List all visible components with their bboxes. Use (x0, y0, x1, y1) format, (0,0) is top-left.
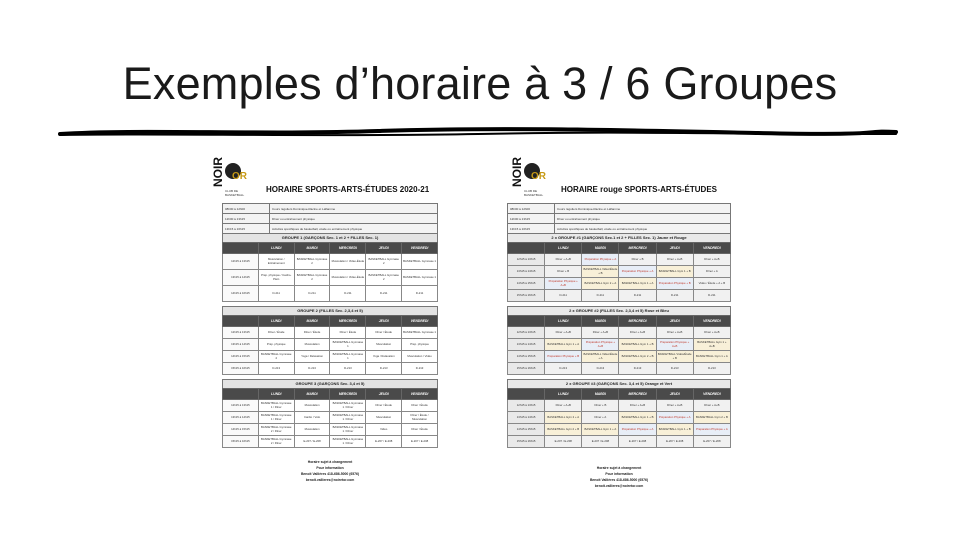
schedule-cell: BASKETBALL Vidéo/Étude + B (582, 266, 619, 278)
schedule-cell: BASKETBALL Gymnase 2 (258, 351, 294, 363)
schedule-cell: Vidéo / Étude + A + B (693, 278, 730, 290)
schedule-cell: E-207 / E-208 (619, 436, 656, 448)
day-header-row (508, 389, 731, 400)
time-header (223, 316, 259, 327)
schedule-cell: Préparation Physique + A (619, 424, 656, 436)
schedule-row (508, 278, 731, 290)
day-header: VENDREDI (693, 316, 730, 327)
schedule-document-right (505, 155, 736, 505)
schedule-cell: Dîner + A+B (545, 327, 582, 339)
info-row (508, 204, 731, 214)
title-underline (58, 126, 898, 140)
day-header: MARDI (582, 316, 619, 327)
info-desc: Cours réguliers Dominique-Racine et Laflamme (555, 204, 731, 214)
schedule-cell: BASKETBALL Gym 1 + B (619, 412, 656, 424)
schedule-cell: Prép. physique (258, 339, 294, 351)
footer-line: Benoit Vallières 418-686-5000 (6576) (300, 472, 360, 476)
info-table (222, 203, 438, 234)
info-row (508, 214, 731, 224)
schedule-cell: Dîner + A+B (582, 327, 619, 339)
schedule-row (223, 436, 438, 448)
day-header: MERCREDI (619, 316, 656, 327)
schedule-cell: BASKETBALL Gymnase 1 / Dîner (258, 400, 294, 412)
group-title: GROUPE 2 (FILLES Sec. 2,3,4 et 5) (222, 306, 438, 315)
schedule-row (223, 412, 438, 424)
day-header: MARDI (294, 389, 330, 400)
schedule-cell: BASKETBALL Gym 2 + B (619, 351, 656, 363)
schedule-cell: Dîner + A+B (693, 254, 730, 266)
schedule-cell: E-207 / E-208 (582, 436, 619, 448)
group-title: GROUPE 1 (GARÇONS Sec. 1 et 2 + FILLES Sec. 1) (222, 233, 438, 242)
schedule-cell: BASKETBALL Gymnase 1 / Dîner (330, 400, 366, 412)
schedule-row (508, 339, 731, 351)
document-title: HORAIRE SPORTS-ARTS-ÉTUDES 2020-21 (266, 185, 430, 194)
schedule-row (223, 339, 438, 351)
schedule-cell: Dîner + A+B (693, 327, 730, 339)
footer-line: Benoit Vallières 418-686-5000 (6576) (589, 478, 649, 482)
schedule-row (508, 254, 731, 266)
day-header: MERCREDI (330, 243, 366, 254)
time-cell: 13h15 à 14h15 (223, 270, 259, 286)
schedule-cell: Dîner / Étude (366, 327, 402, 339)
schedule-cell: BASKETBALL Gymnase 2 (366, 254, 402, 270)
info-row (223, 204, 438, 214)
day-header: JEUDI (366, 389, 402, 400)
schedule-cell: D-213 (656, 363, 693, 375)
time-cell: 15h15 à 16h15 (223, 363, 259, 375)
day-header: JEUDI (366, 316, 402, 327)
schedule-row (223, 270, 438, 286)
schedule-document-left (206, 155, 450, 500)
time-cell: 14h15 à 15h15 (508, 278, 545, 290)
day-header-row (223, 243, 438, 254)
group-title: 2 x GROUPE #3 (GARÇONS Sec. 3,4 et 5) Orange et Vert (507, 379, 731, 388)
schedule-cell: Dîner / Étude (402, 400, 438, 412)
schedule-cell: Dîner / Étude (330, 327, 366, 339)
schedule-cell: BASKETBALL Gym 1 + B (656, 266, 693, 278)
schedule-cell: Musculation / Vidéo (402, 351, 438, 363)
day-header: MERCREDI (619, 389, 656, 400)
group-table (507, 388, 731, 448)
time-cell: 13h15 à 14h15 (223, 412, 259, 424)
schedule-cell: Dîner + B (545, 266, 582, 278)
schedule-cell: D-213 (402, 363, 438, 375)
group-title: 2 x GROUPE #1 (GARÇONS Sec.1 et 2 + FILLES Sec. 1) Jaune et Rouge (507, 233, 731, 242)
schedule-cell: Préparation Physique + B (545, 351, 582, 363)
schedule-cell: D-211 (693, 290, 730, 302)
time-cell: 12h15 à 13h15 (223, 400, 259, 412)
schedule-cell: Dîner + B (582, 400, 619, 412)
schedule-cell: BASKETBALL Gymnase 1 / Dîner (330, 412, 366, 424)
schedule-row (508, 290, 731, 302)
time-cell: 15h15 à 16h15 (508, 436, 545, 448)
schedule-cell: E-207 / E-208 (545, 436, 582, 448)
schedule-row (223, 327, 438, 339)
time-cell: 13h15 à 14h15 (508, 412, 545, 424)
info-row (508, 224, 731, 234)
schedule-cell: BASKETBALL Gym 1 + B (619, 339, 656, 351)
schedule-row (508, 436, 731, 448)
info-time: 08h00 à 12h00 (223, 204, 270, 214)
time-cell: 13h15 à 14h15 (508, 266, 545, 278)
footer-line: Pour information (316, 466, 344, 470)
group-title: 2 x GROUPE #2 (FILLES Sec. 2,3,4 et 5) Rose et Bleu (507, 306, 731, 315)
schedule-row (223, 351, 438, 363)
schedule-cell: BASKETBALL Gymnase 1 (402, 327, 438, 339)
day-header: JEUDI (656, 243, 693, 254)
schedule-cell: E-207 / E-208 (656, 436, 693, 448)
logo-text: NOIR (211, 157, 225, 187)
noir-et-or-logo (212, 157, 250, 201)
logo-accent: OR (531, 171, 546, 182)
time-header (508, 243, 545, 254)
schedule-cell: BASKETBALL Gymnase 1 / Dîner (330, 424, 366, 436)
day-header: MERCREDI (330, 316, 366, 327)
schedule-cell: Musculation (294, 339, 330, 351)
day-header: MARDI (294, 316, 330, 327)
schedule-cell: Dîner / Étude (366, 400, 402, 412)
document-footer (507, 465, 731, 489)
schedule-cell: D-213 (258, 363, 294, 375)
time-cell: 14h15 à 15h15 (508, 424, 545, 436)
schedule-cell: Prép. physique (402, 339, 438, 351)
schedule-cell: Prép. physique / Cardio-Plein (258, 270, 294, 286)
time-cell: 15h15 à 16h15 (508, 363, 545, 375)
schedule-cell: Musculation (366, 412, 402, 424)
schedule-cell: BASKETBALL Gymnase 2 (294, 254, 330, 270)
schedule-row (223, 254, 438, 270)
time-cell: 12h15 à 13h15 (508, 327, 545, 339)
schedule-cell: Préparation Physique + A (619, 266, 656, 278)
schedule-row (508, 327, 731, 339)
schedule-cell: Dîner + A+B (545, 254, 582, 266)
schedule-cell: Dîner + A+B (545, 400, 582, 412)
schedule-cell: Préparation Physique + A (693, 424, 730, 436)
info-desc: Dîner ou entraînement physique (270, 214, 438, 224)
schedule-cell: BASKETBALL Gymnase 1 (330, 339, 366, 351)
info-time: 13h15 à 16h15 (508, 224, 555, 234)
time-cell: 14h15 à 15h15 (508, 351, 545, 363)
day-header: LUNDI (258, 243, 294, 254)
info-desc: Dîner ou entraînement physique (555, 214, 731, 224)
group-table (507, 242, 731, 302)
group-table (507, 315, 731, 375)
day-header: MERCREDI (619, 243, 656, 254)
info-time: 12h00 à 13h15 (508, 214, 555, 224)
schedule-cell: D-211 (656, 290, 693, 302)
schedule-cell: Dîner + A+B (619, 400, 656, 412)
schedule-cell: Dîner + A (693, 266, 730, 278)
schedule-cell: D-211 (258, 286, 294, 302)
info-desc: Cours réguliers Dominique-Racine et Laflamme (270, 204, 438, 214)
day-header-row (508, 243, 731, 254)
logo-text: NOIR (510, 157, 524, 187)
day-header: JEUDI (656, 316, 693, 327)
schedule-cell: BASKETBALL Gymnase 1 / Dîner (258, 412, 294, 424)
schedule-cell: D-211 (582, 290, 619, 302)
schedule-cell: BASKETBALL Gym 1 + A+B (693, 339, 730, 351)
schedule-cell: D-213 (619, 363, 656, 375)
schedule-cell: BASKETBALL Gymnase 1 (330, 351, 366, 363)
schedule-cell: BASKETBALL Gym 2 + B (545, 424, 582, 436)
logo-club: CLUB DE BASKETBALL (524, 189, 544, 197)
schedule-cell: Dîner / Étude (258, 327, 294, 339)
day-header: JEUDI (366, 243, 402, 254)
schedule-cell: Musculation (366, 339, 402, 351)
schedule-cell: BASKETBALL Gymnase 2 (294, 270, 330, 286)
schedule-cell: Dîner + A+B (656, 400, 693, 412)
schedule-cell: D-213 (693, 363, 730, 375)
schedule-row (508, 412, 731, 424)
schedule-cell: D-211 (330, 286, 366, 302)
time-header (223, 389, 259, 400)
schedule-cell: Yoga / Relaxation (294, 351, 330, 363)
info-time: 13h15 à 16h15 (223, 224, 270, 234)
time-cell: 15h15 à 16h15 (223, 436, 259, 448)
footer-line: Horaire sujet à changement (307, 460, 353, 464)
time-cell: 12h15 à 13h15 (508, 254, 545, 266)
schedule-cell: Dîner + A+B (656, 327, 693, 339)
schedule-cell: BASKETBALL Gymnase 2 / Dîner (258, 424, 294, 436)
group-schedules (222, 233, 438, 452)
schedule-cell: E-207 / E-208 (294, 436, 330, 448)
info-desc: Activités spécifiques de basketball, étude ou entraînement physique (555, 224, 731, 234)
schedule-row (223, 424, 438, 436)
schedule-cell: E-207 / E-208 (366, 436, 402, 448)
info-row (223, 224, 438, 234)
day-header-row (508, 316, 731, 327)
time-cell: 12h15 à 13h15 (508, 400, 545, 412)
time-cell: 12h15 à 13h15 (223, 254, 259, 270)
time-cell: 13h15 à 14h15 (508, 339, 545, 351)
day-header: VENDREDI (402, 243, 438, 254)
schedule-cell: BASKETBALL Vidéo/Étude + A (582, 351, 619, 363)
schedule-cell: Musculation (294, 424, 330, 436)
day-header: LUNDI (545, 243, 582, 254)
day-header-row (223, 316, 438, 327)
schedule-cell: Musculation (294, 400, 330, 412)
schedule-cell: BASKETBALL Gymnase 2 (366, 270, 402, 286)
noir-et-or-logo (511, 157, 549, 201)
schedule-cell: Musculation / Entraînement (258, 254, 294, 270)
schedule-cell: Musculation / Vidéo-Étude (330, 270, 366, 286)
day-header: VENDREDI (402, 389, 438, 400)
footer-line: benoit.vallieres@noiretor.com (305, 478, 355, 482)
schedule-row (508, 424, 731, 436)
schedule-cell: Préparation Physique + B (656, 278, 693, 290)
day-header-row (223, 389, 438, 400)
schedule-cell: Préparation Physique + A (656, 412, 693, 424)
schedule-row (223, 400, 438, 412)
schedule-cell: BASKETBALL Vidéo/Étude + B (656, 351, 693, 363)
day-header: VENDREDI (402, 316, 438, 327)
schedule-cell: Dîner + A+B (656, 254, 693, 266)
schedule-cell: BASKETBALL Gym 1 + A (545, 339, 582, 351)
schedule-cell: D-211 (619, 290, 656, 302)
schedule-cell: BASKETBALL Gym 1 + A (693, 351, 730, 363)
info-desc: Activités spécifiques de basketball, étude ou entraînement physique (270, 224, 438, 234)
schedule-cell: Dîner + A+B (619, 327, 656, 339)
schedule-cell: Dîner / Étude (294, 327, 330, 339)
group-title: GROUPE 3 (GARÇONS Sec. 3,4 et 5) (222, 379, 438, 388)
schedule-cell: BASKETBALL Gymnase 1 / Dîner (330, 436, 366, 448)
day-header: MARDI (582, 389, 619, 400)
time-header (508, 389, 545, 400)
day-header: JEUDI (656, 389, 693, 400)
day-header: MARDI (582, 243, 619, 254)
time-header (508, 316, 545, 327)
schedule-row (508, 351, 731, 363)
schedule-cell: BASKETBALL Gym 1 + A (619, 278, 656, 290)
schedule-cell: BASKETBALL Gymnase 1 (402, 254, 438, 270)
info-row (223, 214, 438, 224)
schedule-row (223, 363, 438, 375)
schedule-cell: Dîner / Étude (402, 424, 438, 436)
schedule-cell: BASKETBALL Gymnase 2 / Dîner (258, 436, 294, 448)
schedule-cell: Dîner + A+B (693, 400, 730, 412)
schedule-cell: BASKETBALL Gym 1 + B (656, 424, 693, 436)
time-cell: 13h15 à 14h15 (223, 339, 259, 351)
time-cell: 14h15 à 16h15 (223, 286, 259, 302)
time-cell: 12h15 à 13h15 (223, 327, 259, 339)
schedule-cell: Musculation / Vidéo-Étude (330, 254, 366, 270)
schedule-cell: BASKETBALL Gym 2 + B (693, 412, 730, 424)
schedule-cell: E-207 / E-208 (402, 436, 438, 448)
document-footer (222, 459, 438, 483)
group-table (222, 315, 438, 375)
schedule-row (223, 286, 438, 302)
info-time: 12h00 à 13h15 (223, 214, 270, 224)
day-header: LUNDI (545, 389, 582, 400)
day-header: LUNDI (258, 316, 294, 327)
time-cell: 15h15 à 16h15 (508, 290, 545, 302)
footer-line: Horaire sujet à changement (596, 466, 642, 470)
schedule-cell: BASKETBALL Gym 2 + A (545, 412, 582, 424)
schedule-cell: D-211 (294, 286, 330, 302)
schedule-cell: D-211 (402, 286, 438, 302)
footer-line: Pour information (605, 472, 633, 476)
group-table (222, 242, 438, 302)
schedule-cell: Préparation Physique + A+B (545, 278, 582, 290)
day-header: LUNDI (258, 389, 294, 400)
schedule-cell: D-213 (582, 363, 619, 375)
logo-club: CLUB DE BASKETBALL (225, 189, 245, 197)
time-header (223, 243, 259, 254)
schedule-row (508, 266, 731, 278)
schedule-row (508, 400, 731, 412)
schedule-cell: Dîner / Étude / Musculation (402, 412, 438, 424)
schedule-cell: BASKETBALL Gymnase 1 (402, 270, 438, 286)
schedule-cell: D-211 (545, 290, 582, 302)
schedule-cell: D-211 (366, 286, 402, 302)
slide-title: Exemples d’horaire à 3 / 6 Groupes (122, 58, 838, 109)
schedule-cell: D-213 (294, 363, 330, 375)
schedule-cell: BASKETBALL Gym 2 + A (582, 278, 619, 290)
time-cell: 14h15 à 15h15 (223, 424, 259, 436)
day-header: LUNDI (545, 316, 582, 327)
day-header: MERCREDI (330, 389, 366, 400)
schedule-cell: D-213 (366, 363, 402, 375)
schedule-cell: Yoga / Relaxation (366, 351, 402, 363)
schedule-cell: Préparation Physique + A (582, 254, 619, 266)
schedule-cell: Préparation Physique + A+B (656, 339, 693, 351)
group-schedules (507, 233, 731, 452)
schedule-cell: BASKETBALL Gym 1 + A (582, 424, 619, 436)
schedule-cell: Dîner + B (619, 254, 656, 266)
schedule-cell: Préparation Physique + A+B (582, 339, 619, 351)
footer-line: benoit.vallieres@noiretor.com (594, 484, 644, 488)
logo-accent: OR (232, 171, 247, 182)
document-title: HORAIRE rouge SPORTS-ARTS-ÉTUDES (561, 185, 718, 194)
time-cell: 14h15 à 15h15 (223, 351, 259, 363)
group-table (222, 388, 438, 448)
schedule-cell: D-213 (330, 363, 366, 375)
schedule-cell: Cardio / Vélo (294, 412, 330, 424)
schedule-cell: D-213 (545, 363, 582, 375)
info-table (507, 203, 731, 234)
info-time: 08h00 à 12h00 (508, 204, 555, 214)
schedule-cell: Dîner + A (582, 412, 619, 424)
day-header: MARDI (294, 243, 330, 254)
day-header: VENDREDI (693, 389, 730, 400)
schedule-row (508, 363, 731, 375)
schedule-cell: E-207 / E-208 (693, 436, 730, 448)
schedule-cell: Vidéo (366, 424, 402, 436)
day-header: VENDREDI (693, 243, 730, 254)
